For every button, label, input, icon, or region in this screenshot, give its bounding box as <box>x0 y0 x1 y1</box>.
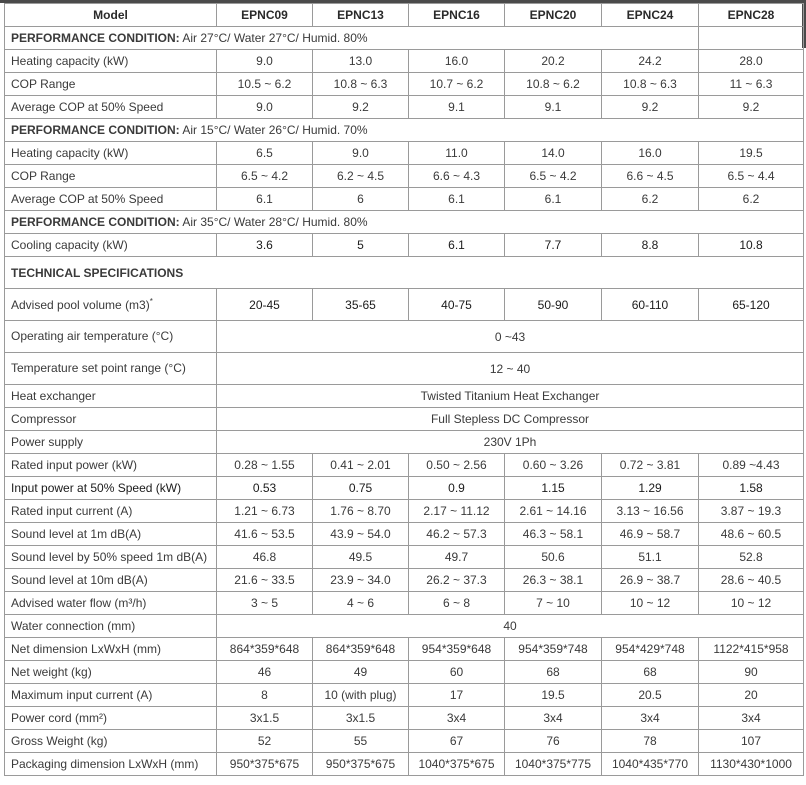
cell: 1.15 <box>505 477 602 500</box>
cell: 3.87 ~ 19.3 <box>699 500 804 523</box>
cell: 4 ~ 6 <box>313 592 409 615</box>
cell: 51.1 <box>602 546 699 569</box>
cell: 13.0 <box>313 50 409 73</box>
cell: 46.9 ~ 58.7 <box>602 523 699 546</box>
cell: 6.5 ~ 4.2 <box>505 165 602 188</box>
row-label: Maximum input current (A) <box>5 684 217 707</box>
table-row <box>5 523 804 546</box>
cell: 954*359*648 <box>409 638 505 661</box>
cell: 10 ~ 12 <box>602 592 699 615</box>
cell: 40-75 <box>409 289 505 321</box>
col-header-epnc16: EPNC16 <box>409 4 505 27</box>
cell: 3x4 <box>602 707 699 730</box>
cell: 76 <box>505 730 602 753</box>
cell: 6.1 <box>409 188 505 211</box>
cell: 46.2 ~ 57.3 <box>409 523 505 546</box>
cell: 6.1 <box>217 188 313 211</box>
table-row <box>5 546 804 569</box>
cell: 1.21 ~ 6.73 <box>217 500 313 523</box>
cell: 26.3 ~ 38.1 <box>505 569 602 592</box>
row-label: Average COP at 50% Speed <box>5 96 217 119</box>
cell: 3.13 ~ 16.56 <box>602 500 699 523</box>
row-label: Gross Weight (kg) <box>5 730 217 753</box>
cell: 6.1 <box>409 234 505 257</box>
cell: 10 ~ 12 <box>699 592 804 615</box>
row-label: Operating air temperature (°C) <box>5 321 217 353</box>
cell: 9.2 <box>602 96 699 119</box>
cell: 46.3 ~ 58.1 <box>505 523 602 546</box>
cell: 46 <box>217 661 313 684</box>
merged-cell: 40 <box>217 615 804 638</box>
cell: 90 <box>699 661 804 684</box>
cell: 11.0 <box>409 142 505 165</box>
cell: 950*375*675 <box>313 753 409 776</box>
cell: 6.5 ~ 4.2 <box>217 165 313 188</box>
cell: 6.2 ~ 4.5 <box>313 165 409 188</box>
merged-cell: 230V 1Ph <box>217 431 804 454</box>
cell: 46.8 <box>217 546 313 569</box>
row-label: Cooling capacity (kW) <box>5 234 217 257</box>
cell: 0.60 ~ 3.26 <box>505 454 602 477</box>
cell: 8.8 <box>602 234 699 257</box>
cell: 21.6 ~ 33.5 <box>217 569 313 592</box>
cell: 6.2 <box>699 188 804 211</box>
cell: 26.2 ~ 37.3 <box>409 569 505 592</box>
cell: 0.50 ~ 2.56 <box>409 454 505 477</box>
cell: 1.76 ~ 8.70 <box>313 500 409 523</box>
cell: 0.89 ~4.43 <box>699 454 804 477</box>
section-row <box>5 257 804 289</box>
table-row <box>5 684 804 707</box>
cell: 67 <box>409 730 505 753</box>
cell: 55 <box>313 730 409 753</box>
cell: 9.1 <box>505 96 602 119</box>
cell: 950*375*675 <box>217 753 313 776</box>
cell: 50-90 <box>505 289 602 321</box>
row-label: Advised water flow (m³/h) <box>5 592 217 615</box>
col-header-epnc24: EPNC24 <box>602 4 699 27</box>
cell: 28.0 <box>699 50 804 73</box>
table-row <box>5 96 804 119</box>
table-row <box>5 730 804 753</box>
cell: 41.6 ~ 53.5 <box>217 523 313 546</box>
row-label: Rated input current (A) <box>5 500 217 523</box>
row-label: Heat exchanger <box>5 385 217 408</box>
cell: 0.75 <box>313 477 409 500</box>
row-label: Average COP at 50% Speed <box>5 188 217 211</box>
cell: 20 <box>699 684 804 707</box>
cell: 1130*430*1000 <box>699 753 804 776</box>
cell: 954*359*748 <box>505 638 602 661</box>
row-label: COP Range <box>5 73 217 96</box>
cell: 1040*375*775 <box>505 753 602 776</box>
cell: 10.5 ~ 6.2 <box>217 73 313 96</box>
table-row <box>5 500 804 523</box>
cell: 6 ~ 8 <box>409 592 505 615</box>
cell: 60-110 <box>602 289 699 321</box>
cell: 9.0 <box>313 142 409 165</box>
cell: 65-120 <box>699 289 804 321</box>
row-label: Sound level at 1m dB(A) <box>5 523 217 546</box>
cell: 10.8 ~ 6.3 <box>313 73 409 96</box>
table-row <box>5 753 804 776</box>
cell: 0.41 ~ 2.01 <box>313 454 409 477</box>
cell: 28.6 ~ 40.5 <box>699 569 804 592</box>
cell: 1040*435*770 <box>602 753 699 776</box>
table-row <box>5 707 804 730</box>
cell: 7.7 <box>505 234 602 257</box>
section-row <box>5 211 804 234</box>
row-label: Net weight (kg) <box>5 661 217 684</box>
spec-table <box>4 3 804 776</box>
table-row <box>5 592 804 615</box>
cell: 20-45 <box>217 289 313 321</box>
cell: 6 <box>313 188 409 211</box>
table-row <box>5 234 804 257</box>
table-row <box>5 289 804 321</box>
cell: 6.2 <box>602 188 699 211</box>
cell: 52.8 <box>699 546 804 569</box>
table-row <box>5 321 804 353</box>
cell: 9.1 <box>409 96 505 119</box>
cell: 1122*415*958 <box>699 638 804 661</box>
cell: 6.5 ~ 4.4 <box>699 165 804 188</box>
cell: 11 ~ 6.3 <box>699 73 804 96</box>
cell: 19.5 <box>699 142 804 165</box>
table-row <box>5 408 804 431</box>
cell: 6.5 <box>217 142 313 165</box>
cell: 3x4 <box>505 707 602 730</box>
cell: 2.61 ~ 14.16 <box>505 500 602 523</box>
table-row <box>5 50 804 73</box>
cell: 0.28 ~ 1.55 <box>217 454 313 477</box>
row-label: Power supply <box>5 431 217 454</box>
cell: 3 ~ 5 <box>217 592 313 615</box>
section-row <box>5 27 804 50</box>
cell: 6.1 <box>505 188 602 211</box>
section-title: PERFORMANCE CONDITION: Air 15°C/ Water 26°C/ Humid. 70% <box>5 119 804 142</box>
cell: 52 <box>217 730 313 753</box>
cell: 10 (with plug) <box>313 684 409 707</box>
cell: 78 <box>602 730 699 753</box>
row-label: COP Range <box>5 165 217 188</box>
row-label: Compressor <box>5 408 217 431</box>
merged-cell: Twisted Titanium Heat Exchanger <box>217 385 804 408</box>
row-label: Sound level by 50% speed 1m dB(A) <box>5 546 217 569</box>
table-row <box>5 661 804 684</box>
table-row <box>5 73 804 96</box>
cell: 8 <box>217 684 313 707</box>
table-row <box>5 477 804 500</box>
cell: 49.7 <box>409 546 505 569</box>
cell: 16.0 <box>602 142 699 165</box>
cell: 864*359*648 <box>313 638 409 661</box>
cell: 68 <box>505 661 602 684</box>
row-label: Heating capacity (kW) <box>5 142 217 165</box>
cell: 17 <box>409 684 505 707</box>
row-label: Net dimension LxWxH (mm) <box>5 638 217 661</box>
cell: 0.53 <box>217 477 313 500</box>
row-label: Packaging dimension LxWxH (mm) <box>5 753 217 776</box>
table-row <box>5 431 804 454</box>
row-label: Sound level at 10m dB(A) <box>5 569 217 592</box>
cell: 50.6 <box>505 546 602 569</box>
cell: 43.9 ~ 54.0 <box>313 523 409 546</box>
cell: 0.72 ~ 3.81 <box>602 454 699 477</box>
col-header-model: Model <box>5 4 217 27</box>
cell: 68 <box>602 661 699 684</box>
col-header-epnc09: EPNC09 <box>217 4 313 27</box>
cell: 9.0 <box>217 96 313 119</box>
cell: 48.6 ~ 60.5 <box>699 523 804 546</box>
table-row <box>5 142 804 165</box>
cell: 2.17 ~ 11.12 <box>409 500 505 523</box>
cell: 26.9 ~ 38.7 <box>602 569 699 592</box>
cell: 1.58 <box>699 477 804 500</box>
cell: 5 <box>313 234 409 257</box>
section-empty-cell <box>699 27 804 50</box>
col-header-epnc13: EPNC13 <box>313 4 409 27</box>
table-row <box>5 454 804 477</box>
table-row <box>5 615 804 638</box>
section-title: TECHNICAL SPECIFICATIONS <box>5 257 804 289</box>
header-row <box>5 4 804 27</box>
cell: 16.0 <box>409 50 505 73</box>
row-label: Temperature set point range (°C) <box>5 353 217 385</box>
cell: 6.6 ~ 4.5 <box>602 165 699 188</box>
cell: 10.8 ~ 6.3 <box>602 73 699 96</box>
cell: 107 <box>699 730 804 753</box>
cell: 3x1.5 <box>313 707 409 730</box>
table-row <box>5 569 804 592</box>
cell: 23.9 ~ 34.0 <box>313 569 409 592</box>
table-row <box>5 165 804 188</box>
cell: 864*359*648 <box>217 638 313 661</box>
col-header-epnc20: EPNC20 <box>505 4 602 27</box>
cell: 9.0 <box>217 50 313 73</box>
table-row <box>5 353 804 385</box>
cell: 7 ~ 10 <box>505 592 602 615</box>
cell: 3.6 <box>217 234 313 257</box>
row-label: Advised pool volume (m3)* <box>5 289 217 321</box>
merged-cell: 0 ~43 <box>217 321 804 353</box>
cell: 3x1.5 <box>217 707 313 730</box>
cell: 10.7 ~ 6.2 <box>409 73 505 96</box>
cell: 24.2 <box>602 50 699 73</box>
cell: 49 <box>313 661 409 684</box>
cell: 3x4 <box>699 707 804 730</box>
cell: 49.5 <box>313 546 409 569</box>
cell: 10.8 ~ 6.2 <box>505 73 602 96</box>
row-label: Power cord (mm²) <box>5 707 217 730</box>
section-title: PERFORMANCE CONDITION: Air 27°C/ Water 27°C/ Humid. 80% <box>5 27 699 50</box>
cell: 35-65 <box>313 289 409 321</box>
section-row <box>5 119 804 142</box>
cell: 9.2 <box>313 96 409 119</box>
row-label: Input power at 50% Speed (kW) <box>5 477 217 500</box>
cell: 0.9 <box>409 477 505 500</box>
cell: 1.29 <box>602 477 699 500</box>
row-label: Rated input power (kW) <box>5 454 217 477</box>
cell: 1040*375*675 <box>409 753 505 776</box>
cell: 14.0 <box>505 142 602 165</box>
table-row <box>5 188 804 211</box>
cell: 20.5 <box>602 684 699 707</box>
row-label: Heating capacity (kW) <box>5 50 217 73</box>
merged-cell: 12 ~ 40 <box>217 353 804 385</box>
row-label: Water connection (mm) <box>5 615 217 638</box>
cell: 60 <box>409 661 505 684</box>
cell: 20.2 <box>505 50 602 73</box>
cell: 9.2 <box>699 96 804 119</box>
cell: 3x4 <box>409 707 505 730</box>
col-header-epnc28: EPNC28 <box>699 4 804 27</box>
table-row <box>5 638 804 661</box>
table-row <box>5 385 804 408</box>
merged-cell: Full Stepless DC Compressor <box>217 408 804 431</box>
cell: 19.5 <box>505 684 602 707</box>
cell: 954*429*748 <box>602 638 699 661</box>
cell: 6.6 ~ 4.3 <box>409 165 505 188</box>
cell: 10.8 <box>699 234 804 257</box>
section-title: PERFORMANCE CONDITION: Air 35°C/ Water 28°C/ Humid. 80% <box>5 211 804 234</box>
